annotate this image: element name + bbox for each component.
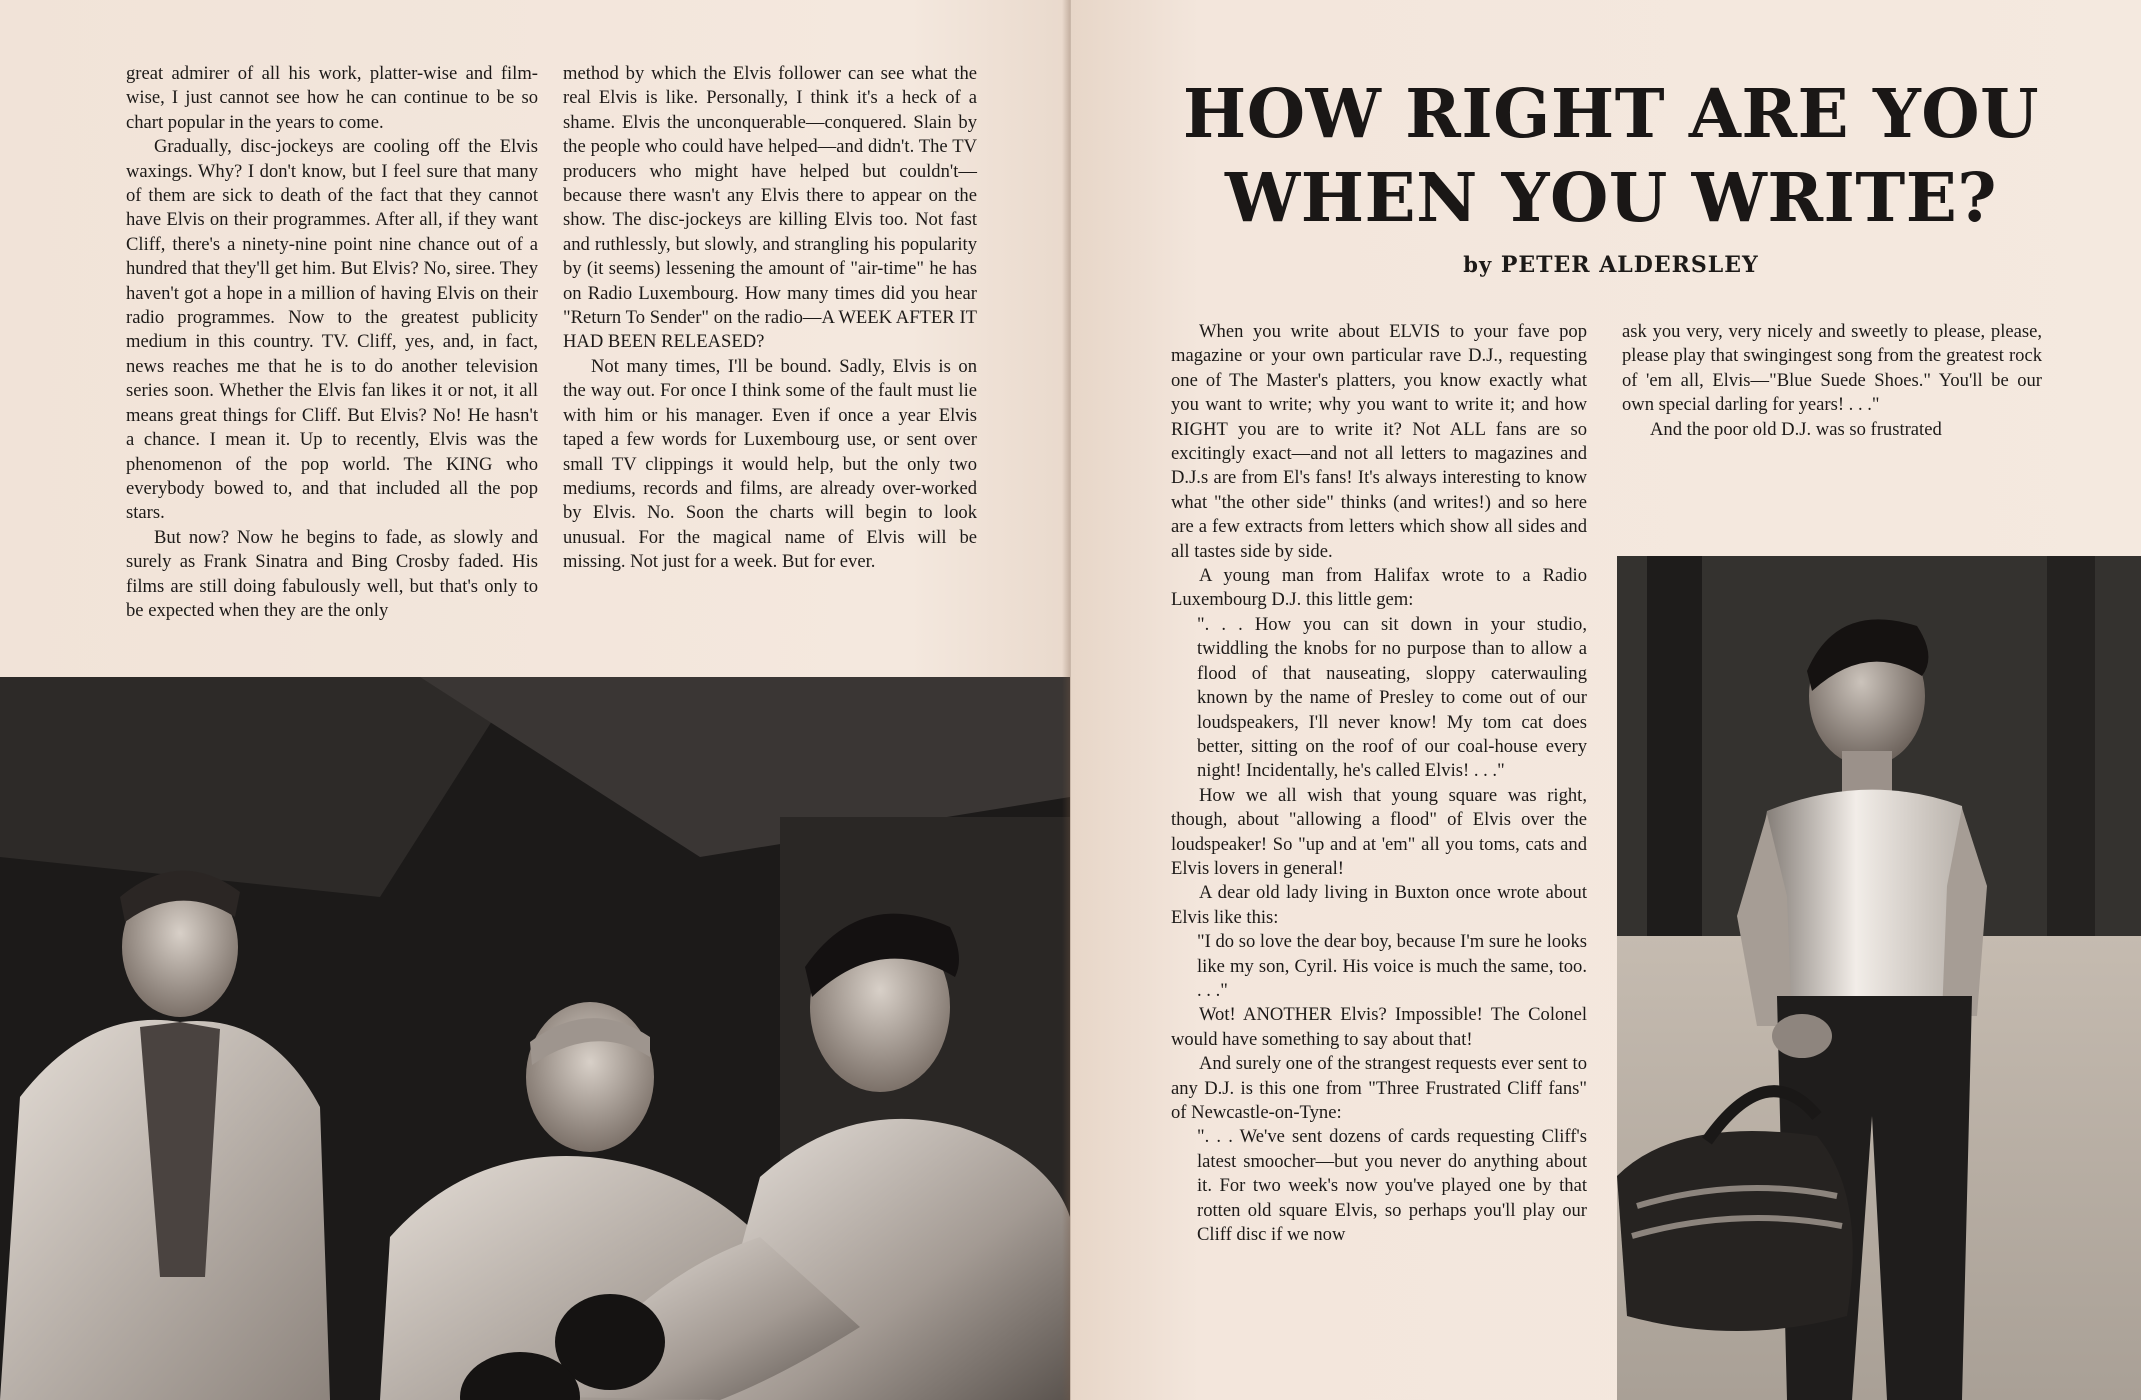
quote: "I do so love the dear boy, because I'm sure he looks like my son, Cyril. His voice is much the same, too. . . ." [1197, 931, 1587, 1001]
quote: ". . . How you can sit down in your studio, twiddling the knobs for no purpose than to allow a flood of that nauseating, sloppy caterwauling known by the name of Presley to come out of our loudspeakers, I'll never know! My tom cat does better, sitting on the roof of our coal-house every night! Incidentally, he's called Elvis! . . ." [1197, 613, 1587, 782]
right-column-2 [1622, 320, 2042, 442]
paragraph: And the poor old D.J. was so frustrated [1650, 418, 1942, 440]
paragraph: Not many times, I'll be bound. Sadly, Elvis is on the way out. For once I think some of the fault must lie with him or his manager. Even if once a year Elvis taped a few words for Luxembourg use, or sent over small TV clippings it would help, but the only two mediums, records and films, are already over-worked by Elvis. No. Soon the charts will begin to look unusual. For the magical name of Elvis will be missing. Not just for a week. But for ever. [563, 355, 977, 573]
left-column-2 [563, 62, 977, 575]
title-line-2: WHEN YOU WRITE? [1224, 158, 1998, 237]
right-page [1071, 0, 2141, 1400]
paragraph: Gradually, disc-jockeys are cooling off the Elvis waxings. Why? I don't know, but I feel sure that many of them are sick to death of the fact that they cannot have Elvis on their programmes. After all, if they want Cliff, there's a ninety-nine point nine chance out of a hundred that they'll get him. But Elvis? No, siree. They haven't got a hope in a million of having Elvis on their radio programmes. Now to the greatest publicity medium in this country. TV. Cliff, yes, and, in fact, news reaches me that he is to do another television series soon. Whether the Elvis fan likes it or not, it all means great things for Cliff. But Elvis? No! He hasn't a chance. I mean it. Up to recently, Elvis was the phenomenon of the pop world. The KING who everybody bowed to, and that included all the pop stars. [126, 136, 538, 524]
paragraph: A dear old lady living in Buxton once wrote about Elvis like this: [1171, 882, 1587, 928]
title-line-1: HOW RIGHT ARE YOU [1182, 74, 2040, 153]
elvis-standing-illustration [1617, 556, 2141, 1400]
paragraph: great admirer of all his work, platter-wise and film-wise, I just cannot see how he can continue to be so chart popular in the years to come. [126, 63, 538, 133]
elvis-standing-photo [1617, 556, 2141, 1400]
right-column-1 [1171, 320, 1587, 1247]
byline-author: PETER ALDERSLEY [1500, 252, 1759, 278]
boxing-scene-photo [0, 677, 1070, 1400]
byline [1131, 252, 2091, 278]
boxing-scene-illustration [0, 677, 1070, 1400]
paragraph: How we all wish that young square was right, though, about "allowing a flood" of Elvis over the loudspeaker! So "up and at 'em" all you toms, cats and Elvis lovers in general! [1171, 784, 1587, 879]
article-title [1131, 72, 2091, 240]
paragraph: Wot! ANOTHER Elvis? Impossible! The Colonel would have something to say about that! [1171, 1004, 1587, 1050]
left-column-1 [126, 62, 538, 623]
paragraph: method by which the Elvis follower can see what the real Elvis is like. Personally, I think it's a heck of a shame. Elvis the unconquerable—conquered. Slain by the people who could have helped—and didn't. The TV producers who might have helped but couldn't—because there wasn't any Elvis there to appear on the show. The disc-jockeys are killing Elvis too. Not fast and ruthlessly, but slowly, and strangling his popularity by (it seems) lessening the amount of "air-time" he has on Radio Luxembourg. How many times did you hear "Return To Sender" on the radio—A WEEK AFTER IT HAD BEEN RELEASED? [563, 63, 977, 353]
quote-continued: ask you very, very nicely and sweetly to please, please, please play that swingingest song from the greatest rock of 'em all, Elvis—"Blue Suede Shoes." You'll be our own special darling for years! . . ." [1622, 321, 2042, 416]
paragraph: A young man from Halifax wrote to a Radio Luxembourg D.J. this little gem: [1171, 565, 1587, 611]
paragraph: When you write about ELVIS to your fave pop magazine or your own particular rave D.J., requesting one of The Master's platters, you know exactly what you want to write; why you want to write it; and how RIGHT you are to write it? Not ALL fans are so excitingly exact—and not all letters to magazines and D.J.s are from El's fans! It's always interesting to know what "the other side" thinks (and writes!) and so here are a few extracts from letters which show all sides and all tastes side by side. [1171, 321, 1587, 562]
quote: ". . . We've sent dozens of cards requesting Cliff's latest smoocher—but you never do anything about it. For two week's now you've played one by that rotten old square Elvis, so perhaps you'll play our Cliff disc if we now [1197, 1126, 1587, 1246]
paragraph: And surely one of the strangest requests ever sent to any D.J. is this one from "Three Frustrated Cliff fans" of Newcastle-on-Tyne: [1171, 1053, 1587, 1123]
byline-by: by [1463, 252, 1493, 277]
paragraph: But now? Now he begins to fade, as slowly and surely as Frank Sinatra and Bing Crosby faded. His films are still doing fabulously well, but that's only to be expected when they are the only [126, 526, 538, 621]
left-page [0, 0, 1070, 1400]
